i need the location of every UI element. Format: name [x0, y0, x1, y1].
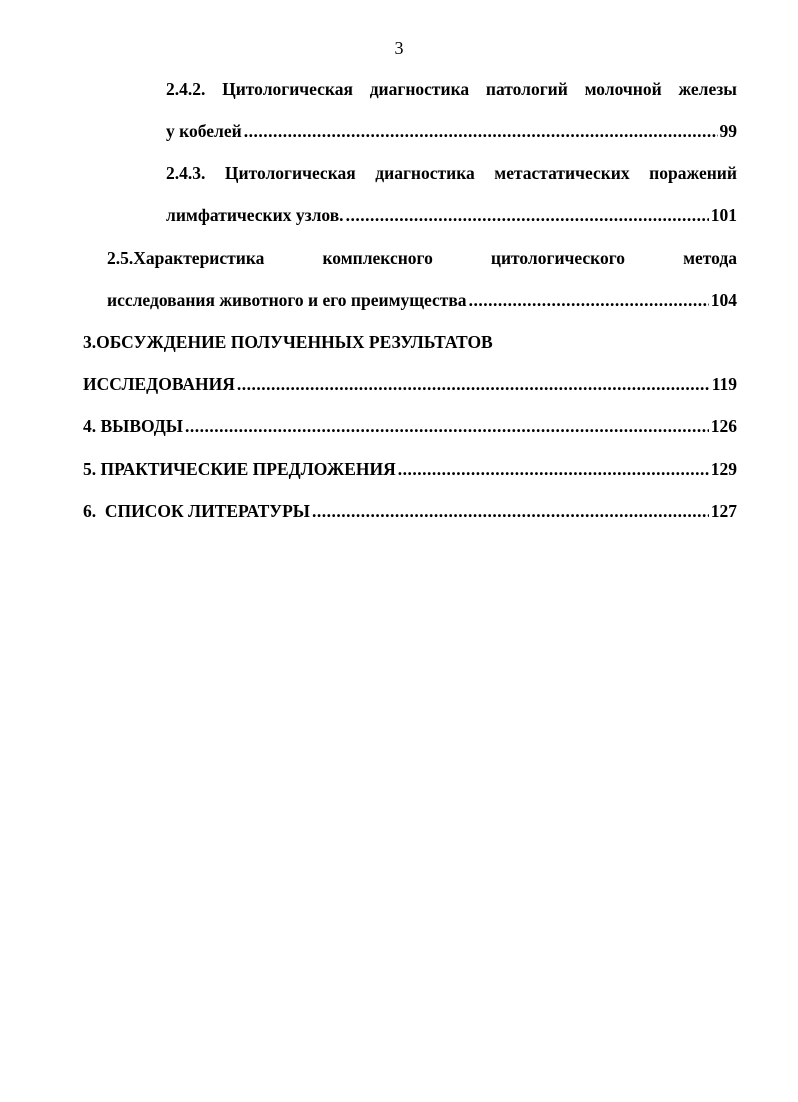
dot-leader	[312, 500, 709, 522]
toc-page-number: 101	[710, 205, 737, 225]
toc-entry-2-5-line2[interactable]	[107, 289, 737, 311]
toc-word: метода	[683, 248, 737, 268]
toc-page-number: 119	[711, 374, 737, 394]
toc-entry-2-4-3-line1	[166, 162, 737, 184]
toc-entry-2-5-line1	[107, 247, 737, 269]
toc-entry-title: 4. ВЫВОДЫ	[83, 416, 183, 436]
toc-page-number: 104	[710, 290, 737, 310]
toc-word: поражений	[649, 163, 737, 183]
toc-page-number: 126	[710, 416, 737, 436]
toc-entry-title: лимфатических узлов.	[166, 205, 344, 225]
toc-entry-2-4-2-line2[interactable]	[166, 120, 737, 142]
toc-entry-6[interactable]	[83, 500, 737, 522]
toc-word: комплексного	[322, 248, 433, 268]
toc-word: Цитологическая	[224, 163, 356, 183]
toc-entry-title: 5. ПРАКТИЧЕСКИЕ ПРЕДЛОЖЕНИЯ	[83, 459, 396, 479]
toc-word: 2.4.3.	[166, 163, 206, 183]
toc-word: Цитологическая	[222, 79, 353, 99]
toc-entry-5[interactable]	[83, 458, 737, 480]
toc-word: 2.5.Характеристика	[107, 248, 265, 268]
toc-entry-title: 3.ОБСУЖДЕНИЕ ПОЛУЧЕННЫХ РЕЗУЛЬТАТОВ	[83, 332, 493, 352]
dot-leader	[237, 373, 710, 395]
toc-entry-2-4-2-line1	[166, 78, 737, 100]
toc-entry-2-4-3-line2[interactable]	[166, 204, 737, 226]
dot-leader	[469, 289, 709, 311]
toc-page-number: 127	[710, 501, 737, 521]
toc-word: 2.4.2.	[166, 79, 206, 99]
dot-leader	[185, 415, 709, 437]
dot-leader	[244, 120, 718, 142]
toc-entry-title: 6. СПИСОК ЛИТЕРАТУРЫ	[83, 501, 310, 521]
toc-entry-title: исследования животного и его преимущества	[107, 290, 467, 310]
toc-word: железы	[678, 79, 737, 99]
toc-word: диагностика	[369, 79, 470, 99]
toc-entry-3-line2[interactable]	[83, 373, 737, 395]
toc-word: молочной	[584, 79, 662, 99]
toc-entry-title: у кобелей	[166, 121, 242, 141]
toc-page-number: 129	[710, 459, 737, 479]
toc-page-number: 99	[719, 121, 737, 141]
toc-entry-3-line1	[83, 331, 737, 353]
toc-word: патологий	[485, 79, 568, 99]
toc-word: метастатических	[494, 163, 630, 183]
dot-leader	[398, 458, 709, 480]
toc-word: диагностика	[375, 163, 475, 183]
toc-entry-4[interactable]	[83, 415, 737, 437]
page-number: 3	[394, 38, 404, 58]
dot-leader	[346, 204, 709, 226]
toc-word: цитологического	[490, 248, 626, 268]
toc-entry-title: ИССЛЕДОВАНИЯ	[83, 374, 235, 394]
